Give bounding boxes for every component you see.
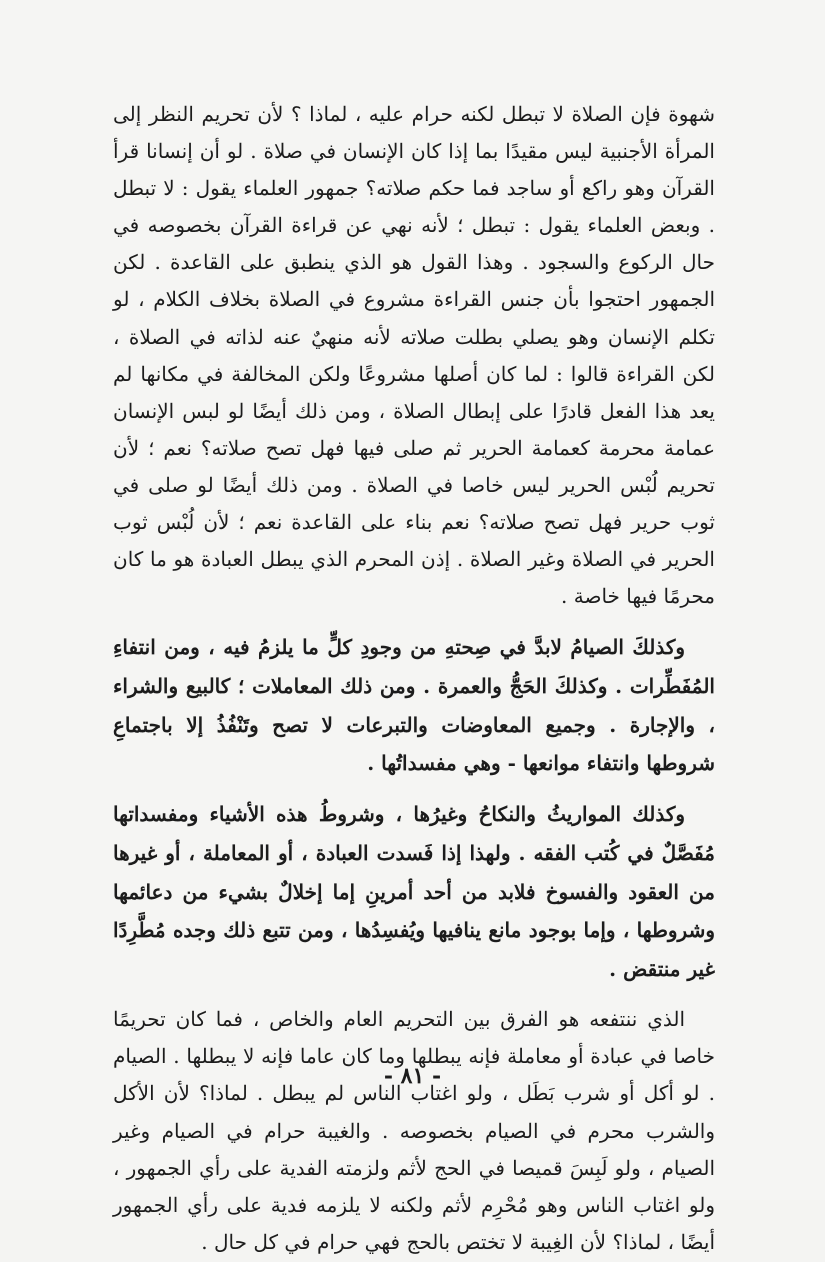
paragraph-1: شهوة فإن الصلاة لا تبطل لكنه حرام عليه ، لماذا ؟ لأن تحريم النظر إلى المرأة الأجنبية ليس مقيدًا بما إذا كان الإنسان في صلاة . لو أن إنسانا قرأ القرآن وهو راكع أو ساجد فما حكم صلاته؟ جمهور العلماء يقول : لا تبطل . وبعض العلماء يقول : تبطل ؛ لأنه نهي عن قراءة القرآن بخصوصه في حال الركوع والسجود . وهذا القول هو الذي ينطبق على القاعدة . لكن الجمهور احتجوا بأن جنس القراءة مشروع في الصلاة بخلاف الكلام ، لو تكلم الإنسان وهو يصلي بطلت صلاته لأنه منهيٌ عنه لذاته في الصلاة ، لكن القراءة قالوا : لما كان أصلها مشروعًا ولكن المخالفة في مكانها لم يعد هذا الفعل قادرًا على إبطال الصلاة ، ومن ذلك أيضًا لو لبس الإنسان عمامة محرمة كعمامة الحرير ثم صلى فيها فهل تصح صلاته؟ نعم ؛ لأن تحريم لُبْس الحرير ليس خاصا في الصلاة . ومن ذلك أيضًا لو صلى في ثوب حرير فهل تصح صلاته؟ نعم بناء على القاعدة نعم ؛ لأن لُبْس ثوب الحرير في الصلاة وغير الصلاة . إذن المحرم الذي يبطل العبادة هو ما كان محرمًا فيها خاصة . [113,102,715,609]
page-number: - ٨١ - [383,1063,442,1089]
paragraph-4: الذي ننتفعه هو الفرق بين التحريم العام والخاص ، فما كان تحريمًا خاصا في عبادة أو معاملة فإنه يبطلها وما كان عاما فإنه لا يبطلها . الصيام . لو أكل أو شرب بَطَل ، ولو اغتاب الناس لم يبطل . لماذا؟ لأن الأكل والشرب محرم في الصيام بخصوصه . والغيبة حرام في الصيام وغير الصيام ، ولو لَبِسَ قميصا في الحج لأثم ولزمته الفدية على رأي الجمهور ، ولو اغتاب الناس وهو مُحْرِم لأثم ولكنه لا يلزمه فدية على رأي الجمهور أيضًا ، لماذا؟ لأن الغِيبة لا تختص بالحج فهي حرام في كل حال . [113,1006,715,1255]
paragraph-2-bold: وكذلكَ الصيامُ لابدَّ في صِحتهِ من وجودِ كلٍّ ما يلزمُ فيه ، ومن انتفاءِ المُفَطِّرات . وكذلكَ الحَجُّ والعمرة . ومن ذلك المعاملات ؛ كالبيع والشراء ، والإجارة . وجميع المعاوضات والتبرعات لا تصح وتَنْفُذُ إلا باجتماعِ شروطها وانتفاء موانعها - وهي مفسداتُها . [113,635,715,776]
paragraph-3-bold: وكذلك المواريثُ والنكاحُ وغيرُها ، وشروطُ هذه الأشياء ومفسداتها مُفَصَّلٌ في كُتب الفقه . ولهذا إذا فَسدت العبادة ، أو المعاملة ، أو غيرها من العقود والفسوخ فلابد من أحد أمرينِ إما إخلالٌ بشيء من دعائمها وشروطها ، وإما بوجود مانع ينافيها ويُفسِدُها ، ومن تتبع ذلك وجده مُطَّرِدًا غير منتقض . [113,802,715,981]
